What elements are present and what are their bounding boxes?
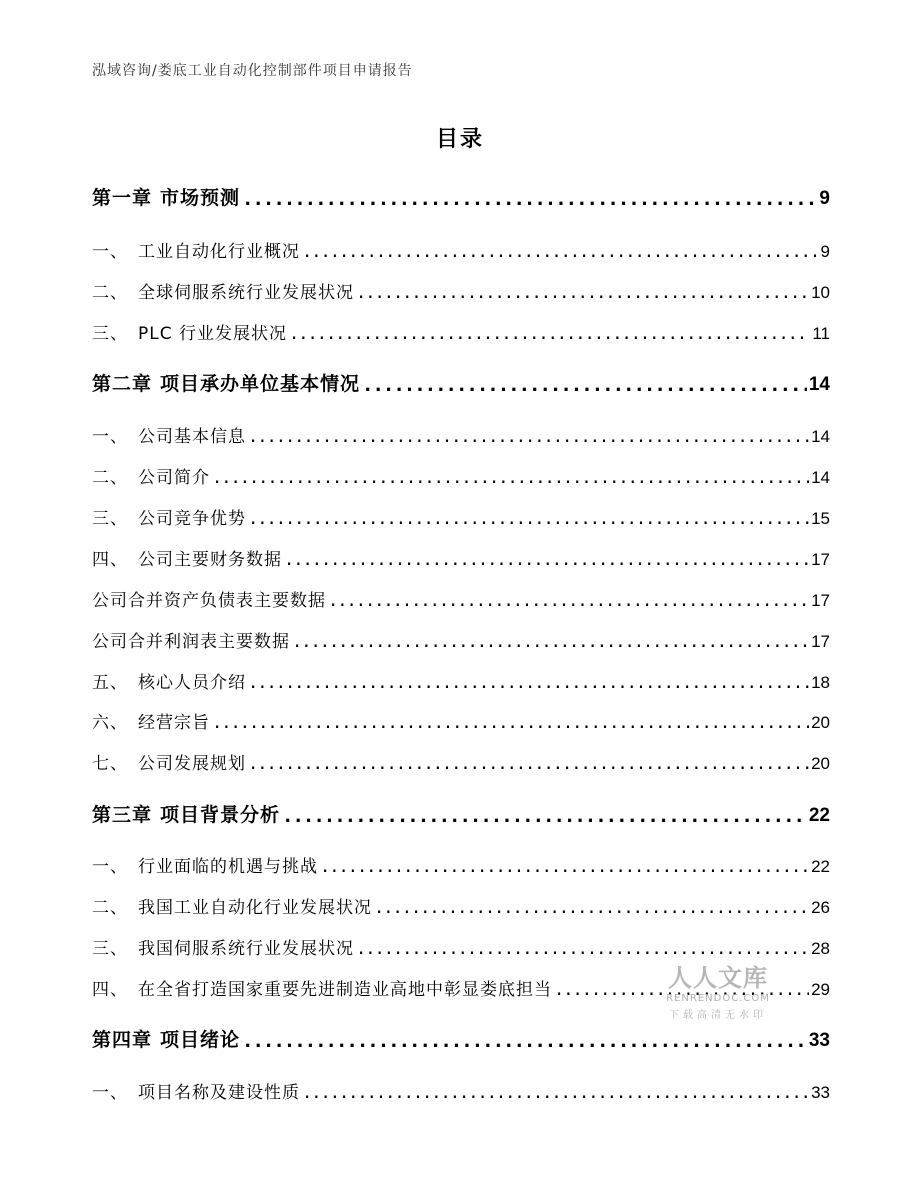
toc-chapter-entry[interactable] — [92, 183, 830, 210]
toc-page-number: 11 — [812, 324, 830, 343]
toc-section-entry[interactable] — [92, 749, 830, 774]
toc-entry-label — [92, 627, 290, 652]
toc-page-number: 14 — [811, 427, 830, 446]
toc-entry-text: 项目背景分析 — [160, 804, 281, 826]
toc-leader-dots — [242, 1030, 807, 1052]
toc-page-number: 18 — [811, 673, 830, 692]
toc-entry-number: 一、 — [92, 242, 128, 262]
toc-section-entry[interactable] — [92, 852, 830, 877]
toc-page-number: 14 — [808, 374, 830, 395]
toc-entry-label — [92, 708, 210, 733]
toc-section-entry[interactable] — [92, 278, 830, 303]
toc-entry-label — [92, 1078, 300, 1103]
toc-page-number: 22 — [808, 805, 830, 826]
toc-entry-number: 四、 — [92, 550, 128, 570]
toc-leader-dots — [292, 632, 809, 652]
toc-page-number: 17 — [811, 591, 830, 610]
toc-leader-dots — [328, 591, 809, 611]
toc-leader-dots — [248, 509, 809, 529]
toc-entry-label — [92, 183, 240, 210]
toc-entry-label — [92, 237, 300, 262]
toc-leader-dots — [356, 283, 809, 303]
toc-entry-label — [92, 278, 354, 303]
toc-entry-label — [92, 504, 246, 529]
toc-entry-label — [92, 1025, 240, 1052]
toc-leader-dots — [289, 324, 810, 344]
toc-leader-dots — [248, 673, 809, 693]
toc-entry-text: 项目名称及建设性质 — [138, 1083, 300, 1103]
toc-page-number: 10 — [811, 283, 830, 302]
watermark-slogan-text: 下载高清无水印 — [669, 1010, 767, 1021]
toc-page-number: 22 — [811, 857, 830, 876]
toc-page-number: 20 — [811, 713, 830, 732]
toc-entry-label — [92, 369, 360, 396]
toc-entry-text: 公司发展规划 — [138, 754, 246, 774]
toc-entry-number: 五、 — [92, 673, 128, 693]
toc-leader-dots — [212, 468, 809, 488]
toc-entry-label — [92, 422, 246, 447]
toc-entry-number: 七、 — [92, 754, 128, 774]
toc-entry-text: 全球伺服系统行业发展状况 — [138, 283, 354, 303]
toc-leader-dots — [284, 550, 809, 570]
toc-entry-label — [92, 749, 246, 774]
toc-entry-label — [92, 319, 287, 344]
toc-section-entry[interactable] — [92, 708, 830, 733]
toc-page-number: 33 — [808, 1030, 830, 1051]
toc-entry-number: 三、 — [92, 939, 128, 959]
toc-entry-label — [92, 800, 280, 827]
toc-leader-dots — [362, 374, 807, 396]
toc-leader-dots — [356, 939, 809, 959]
toc-entry-number: 四、 — [92, 980, 128, 1000]
toc-entry-text: 在全省打造国家重要先进制造业高地中彰显娄底担当 — [138, 980, 552, 1000]
toc-entry-text: 公司简介 — [138, 468, 210, 488]
toc-entry-text: 项目承办单位基本情况 — [160, 373, 361, 395]
toc-entry-text: 公司竞争优势 — [138, 509, 246, 529]
page-title: 目录 — [435, 127, 484, 152]
toc-entry-text: 工业自动化行业概况 — [138, 242, 300, 262]
toc-entry-number: 三、 — [92, 324, 128, 344]
toc-entry-number: 二、 — [92, 898, 128, 918]
toc-section-entry[interactable] — [92, 504, 830, 529]
toc-entry-number: 第二章 — [92, 373, 153, 395]
toc-entry-text: 行业面临的机遇与挑战 — [138, 857, 318, 877]
toc-section-entry[interactable] — [92, 668, 830, 693]
toc-entry-text: 我国伺服系统行业发展状况 — [138, 939, 354, 959]
toc-chapter-entry[interactable] — [92, 1025, 830, 1052]
watermark-main-text: 人人文库 — [668, 964, 768, 992]
toc-leader-dots — [374, 898, 809, 918]
toc-entry-label — [92, 852, 318, 877]
toc-entry-text: PLC 行业发展状况 — [138, 324, 287, 344]
toc-leader-dots — [282, 805, 807, 827]
toc-entry-text: 经营宗旨 — [138, 713, 210, 733]
toc-chapter-entry[interactable] — [92, 800, 830, 827]
toc-page-number: 29 — [811, 980, 830, 999]
toc-leader-dots — [212, 713, 809, 733]
toc-page-number: 20 — [811, 754, 830, 773]
toc-entry-text: 市场预测 — [160, 187, 241, 209]
toc-leader-dots — [320, 857, 809, 877]
toc-section-entry[interactable] — [92, 237, 830, 262]
toc-page-number: 14 — [811, 468, 830, 487]
toc-entry-number: 第一章 — [92, 187, 153, 209]
toc-entry-number: 二、 — [92, 283, 128, 303]
toc-entry-number: 一、 — [92, 1083, 128, 1103]
toc-leader-dots — [302, 242, 819, 262]
toc-leader-dots — [302, 1083, 809, 1103]
toc-page-number: 33 — [811, 1083, 830, 1102]
toc-entry-text: 公司主要财务数据 — [138, 550, 282, 570]
toc-entry-label — [92, 934, 354, 959]
toc-page-number: 9 — [820, 242, 830, 261]
running-header: 泓域咨询/娄底工业自动化控制部件项目申请报告 — [92, 63, 413, 79]
toc-leader-dots — [242, 188, 817, 210]
toc-page-number: 9 — [819, 188, 830, 209]
toc-entry-label — [92, 463, 210, 488]
toc-entry-text: 核心人员介绍 — [138, 673, 246, 693]
toc-entry-text: 公司合并资产负债表主要数据 — [92, 591, 326, 611]
watermark-site-text: RENRENDOC.COM — [666, 993, 770, 1004]
toc-entry-text: 项目绪论 — [160, 1029, 241, 1051]
toc-entry-number: 第三章 — [92, 804, 153, 826]
toc-section-entry[interactable] — [92, 1078, 830, 1103]
toc-section-entry[interactable] — [92, 934, 830, 959]
toc-entry-label — [92, 545, 282, 570]
toc-entry-number: 一、 — [92, 857, 128, 877]
toc-section-entry[interactable] — [92, 422, 830, 447]
toc-page-number: 15 — [811, 509, 830, 528]
toc-entry-label — [92, 975, 552, 1000]
toc-section-entry[interactable] — [92, 627, 830, 652]
toc-entry-number: 三、 — [92, 509, 128, 529]
toc-page-number: 17 — [811, 632, 830, 651]
toc-entry-number: 第四章 — [92, 1029, 153, 1051]
toc-leader-dots — [248, 754, 809, 774]
toc-entry-number: 一、 — [92, 427, 128, 447]
toc-entry-label — [92, 586, 326, 611]
toc-chapter-entry[interactable] — [92, 369, 830, 396]
toc-page-number: 28 — [811, 939, 830, 958]
toc-entry-number: 二、 — [92, 468, 128, 488]
toc-section-entry[interactable] — [92, 463, 830, 488]
toc-leader-dots — [248, 427, 809, 447]
toc-section-entry[interactable] — [92, 893, 830, 918]
toc-page-number: 17 — [811, 550, 830, 569]
toc-section-entry[interactable] — [92, 586, 830, 611]
toc-page-number: 26 — [811, 898, 830, 917]
toc-entry-text: 公司基本信息 — [138, 427, 246, 447]
toc-entry-text: 公司合并利润表主要数据 — [92, 632, 290, 652]
toc-section-entry[interactable] — [92, 319, 830, 344]
toc-entry-label — [92, 668, 246, 693]
watermark-logo — [648, 958, 788, 1021]
toc-entry-number: 六、 — [92, 713, 128, 733]
toc-section-entry[interactable] — [92, 545, 830, 570]
toc-entry-label — [92, 893, 372, 918]
toc-entry-text: 我国工业自动化行业发展状况 — [138, 898, 372, 918]
